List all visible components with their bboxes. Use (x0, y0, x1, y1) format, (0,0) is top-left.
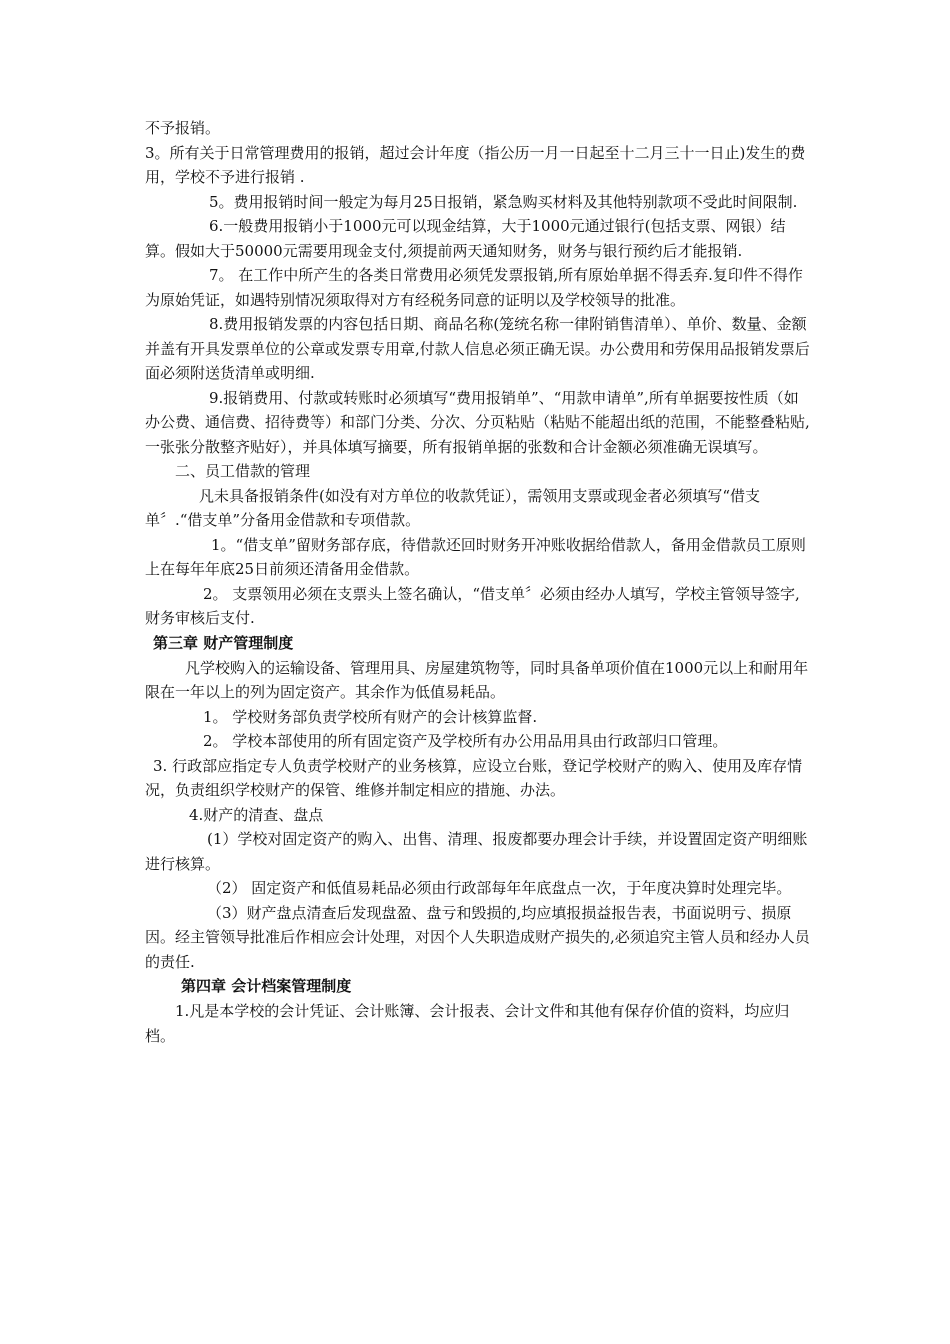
paragraph: 8.费用报销发票的内容包括日期、商品名称(笼统名称一律附销售清单）、单价、数量、金额并盖有开具发票单位的公章或发票专用章,付款人信息必须正确无误。办公费用和劳保用品报销发票后面必须附送货清单或明细. (145, 315, 810, 382)
paragraph: (1）学校对固定资产的购入、出售、清理、报废都要办理会计手续，并设置固定资产明细账进行核算。 (145, 830, 808, 873)
paragraph: （2） 固定资产和低值易耗品必须由行政部每年年底盘点一次，于年度决算时处理完毕。 (207, 879, 792, 897)
paragraph: 凡学校购入的运输设备、管理用具、房屋建筑物等，同时具备单项价值在1000元以上和耐用年限在一年以上的列为固定资产。其余作为低值易耗品。 (145, 658, 809, 701)
paragraph: 1.凡是本学校的会计凭证、会计账簿、会计报表、会计文件和其他有保存价值的资料，均应归档。 (145, 1002, 790, 1045)
paragraph: 2。 学校本部使用的所有固定资产及学校所有办公用品用具由行政部归口管理。 (203, 732, 728, 750)
paragraph: （3）财产盘点清查后发现盘盈、盘亏和毁损的,均应填报损益报告表，书面说明亏、损原因。经主管领导批准后作相应会计处理，对因个人失职造成财产损失的,必须追究主管人员和经办人员的责任. (145, 903, 810, 971)
paragraph: 9.报销费用、付款或转账时必须填写“费用报销单”、“用款申请单”,所有单据要按性质（如办公费、通信费、招待费等）和部门分类、分次、分页粘贴（粘贴不能超出纸的范围，不能整叠粘贴,一张张分散整齐贴好），并具体填写摘要，所有报销单据的张数和合计金额必须准确无误填写。 (145, 388, 810, 456)
paragraph: 4.财产的清查、盘点 (189, 805, 324, 824)
paragraph: 2。 支票领用必须在支票头上签名确认，“借支单〞必须由经办人填写，学校主管领导签字,财务审核后支付. (145, 584, 800, 627)
paragraph: 1。“借支单”留财务部存底，待借款还回时财务开冲账收据给借款人，备用金借款员工原则上在每年年底25日前须还清备用金借款。 (145, 535, 806, 578)
paragraph: 3。所有关于日常管理费用的报销，超过会计年度（指公历一月一日起至十二月三十一日止)发生的费用，学校不予进行报销 . (145, 143, 806, 186)
chapter-heading: 第三章 财产管理制度 (153, 633, 294, 652)
section-heading: 二、员工借款的管理 (175, 462, 311, 480)
paragraph: 7。 在工作中所产生的各类日常费用必须凭发票报销,所有原始单据不得丢弃.复印件不得作为原始凭证，如遇特别情况须取得对方有经税务同意的证明以及学校领导的批准。 (145, 266, 803, 309)
paragraph: 3. 行政部应指定专人负责学校财产的业务核算，应设立台账，登记学校财产的购入、使用及库存情况，负责组织学校财产的保管、维修并制定相应的措施、办法。 (145, 756, 803, 799)
paragraph: 凡未具备报销条件(如没有对方单位的收款凭证），需领用支票或现金者必须填写“借支单〞.“借支单”分备用金借款和专项借款。 (145, 486, 761, 529)
paragraph: 1。 学校财务部负责学校所有财产的会计核算监督. (203, 707, 538, 726)
paragraph: 不予报销。 (145, 119, 221, 137)
paragraph: 6.一般费用报销小于1000元可以现金结算，大于1000元通过银行(包括支票、网银）结算。假如大于50000元需要用现金支付,须提前两天通知财务，财务与银行预约后才能报销. (145, 217, 786, 260)
document-body (145, 116, 813, 1048)
paragraph: 5。费用报销时间一般定为每月25日报销，紧急购买材料及其他特别款项不受此时间限制. (209, 192, 798, 211)
chapter-heading: 第四章 会计档案管理制度 (181, 977, 352, 995)
